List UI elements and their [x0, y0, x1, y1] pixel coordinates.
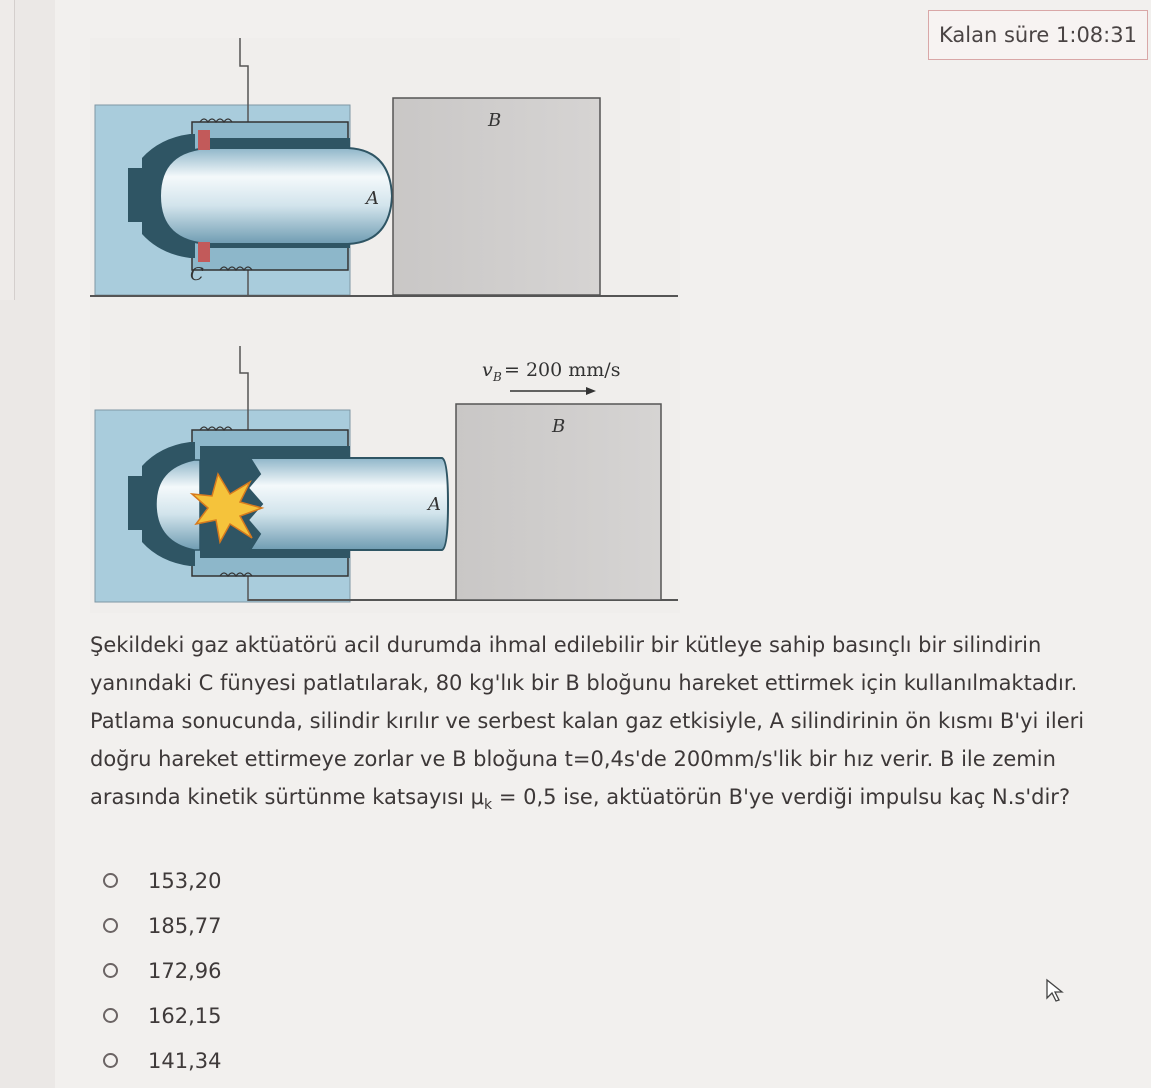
answer-option-2[interactable]: 185,77: [100, 903, 221, 948]
radio-button[interactable]: [103, 1053, 118, 1068]
answer-option-4[interactable]: 162,15: [100, 993, 221, 1038]
answer-options: [100, 858, 221, 1083]
cylinder-a: [160, 148, 392, 244]
radio-button[interactable]: [103, 1008, 118, 1023]
question-line: yanındaki C fünyesi patlatılarak, 80 kg'lık bir B bloğunu hareket ettirmek için kullanılmaktadır.: [90, 671, 1078, 695]
question-line: arasında kinetik sürtünme katsayısı $\mu_k = 0,5$ ise, aktüatörün B'ye verdiği impulsu kaç N.s'dir?: [90, 785, 1071, 814]
answer-option-5[interactable]: 141,34: [100, 1038, 221, 1083]
question-line: doğru hareket ettirmeye zorlar ve B bloğuna t=0,4s'de 200mm/s'lik bir hız verir. B ile zemin: [90, 747, 1056, 771]
label-c: C: [190, 264, 204, 285]
label-a-top: A: [366, 188, 379, 209]
velocity-symbol: v: [482, 359, 493, 381]
radio-button[interactable]: [103, 918, 118, 933]
label-a-bottom: A: [428, 494, 441, 515]
cylinder-a-moving: [248, 458, 448, 550]
answer-option-3[interactable]: 172,96: [100, 948, 221, 993]
mouse-cursor-icon: [1045, 978, 1065, 1004]
label-b-top: B: [488, 110, 502, 131]
label-b-bottom: B: [552, 416, 566, 437]
radio-button[interactable]: [103, 963, 118, 978]
timer-box: [928, 10, 1148, 60]
question-line: Şekildeki gaz aktüatörü acil durumda ihmal edilebilir bir kütleye sahip basınçlı bir silindirin: [90, 633, 1042, 657]
actuator-figure: [90, 38, 680, 613]
timer-text: Kalan süre 1:08:31: [939, 23, 1137, 47]
velocity-label: = 200 mm/s: [504, 359, 621, 381]
radio-button[interactable]: [103, 873, 118, 888]
velocity-subscript: B: [493, 370, 502, 384]
question-line: Patlama sonucunda, silindir kırılır ve serbest kalan gaz etkisiyle, A silindirinin ön kısmı B'yi ileri: [90, 709, 1085, 733]
answer-option-1[interactable]: 153,20: [100, 858, 221, 903]
question-text: [90, 626, 1140, 824]
left-panel-edge: [0, 0, 15, 300]
